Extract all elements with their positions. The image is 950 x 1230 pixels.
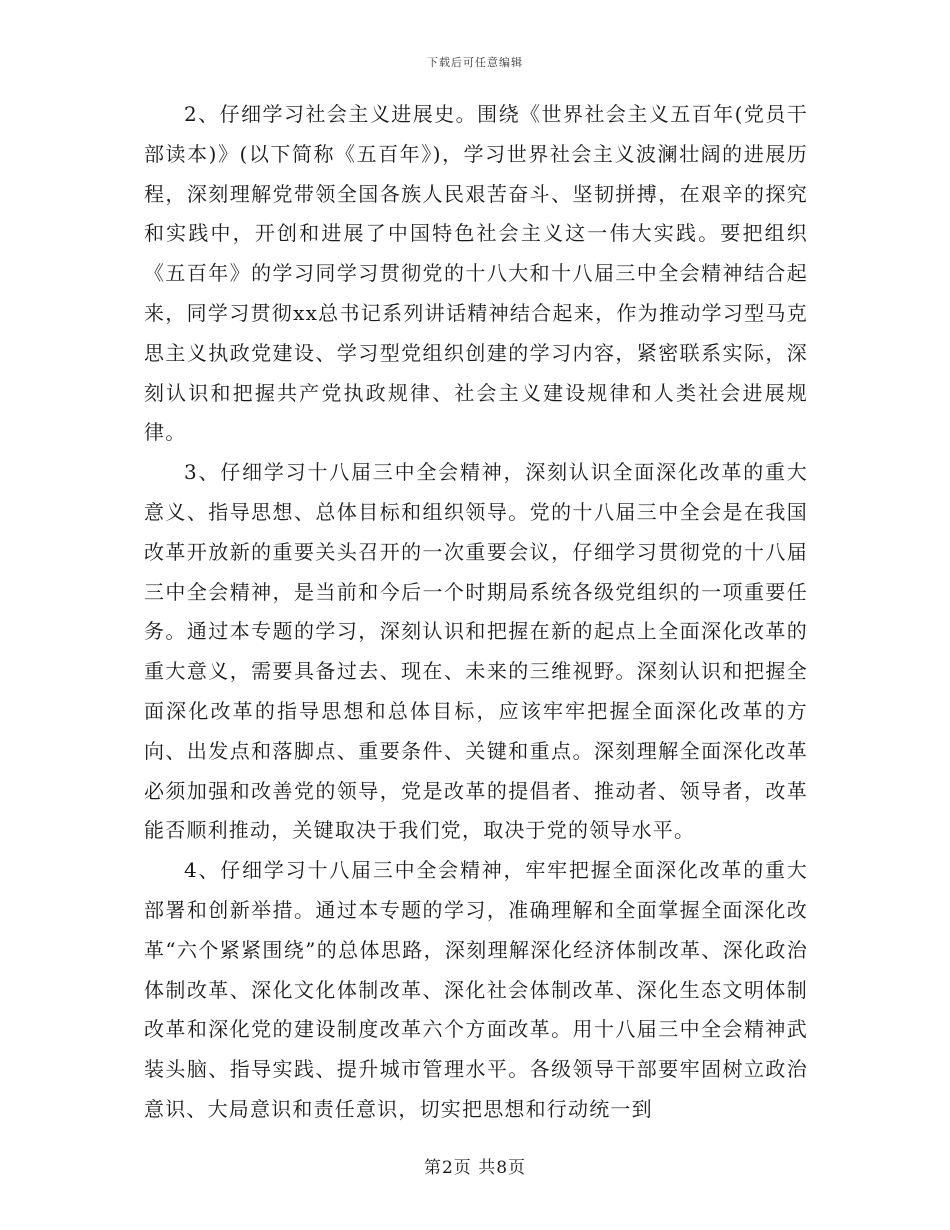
footer-suffix: 页 — [508, 1158, 527, 1178]
footer-mid: 页 共 — [453, 1158, 497, 1178]
total-page-count: 8 — [496, 1158, 509, 1178]
footer-prefix: 第 — [423, 1158, 442, 1178]
paragraph-3: 3、仔细学习十八届三中全会精神，深刻认识全面深化改革的重大意义、指导思想、总体目标和组织领导。党的十八届三中全会是在我国改革开放新的重要关头召开的一次重要会议，仔细学习贯彻党的十八届三中全会精神，是当前和今后一个时期局系统各级党组织的一项重要任务。通过本专题的学习，深刻认识和把握在新的起点上全面深化改革的重大意义，需要具备过去、现在、未来的三维视野。深刻认识和把握全面深化改革的指导思想和总体目标，应该牢牢把握全面深化改革的方向、出发点和落脚点、重要条件、关键和重点。深刻理解全面深化改革必须加强和改善党的领导，党是改革的提倡者、推动者、领导者，改革能否顺利推动，关键取决于我们党，取决于党的领导水平。 — [144, 460, 808, 843]
document-body — [144, 95, 808, 1130]
header-note: 下载后可任意编辑 — [427, 56, 523, 69]
current-page-number: 2 — [441, 1158, 454, 1178]
paragraph-2: 2、仔细学习社会主义进展史。围绕《世界社会主义五百年(党员干部读本)》(以下简称《五百年》)，学习世界社会主义波澜壮阔的进展历程，深刻理解党带领全国各族人民艰苦奋斗、坚韧拼搏，在艰辛的探究和实践中，开创和进展了中国特色社会主义这一伟大实践。要把组织《五百年》的学习同学习贯彻党的十八大和十八届三中全会精神结合起来，同学习贯彻xx总书记系列讲话精神结合起来，作为推动学习型马克思主义执政党建设、学习型党组织创建的学习内容，紧密联系实际，深刻认识和把握共产党执政规律、社会主义建设规律和人类社会进展规律。 — [144, 102, 808, 445]
page-footer — [0, 1153, 950, 1178]
paragraph-4: 4、仔细学习十八届三中全会精神，牢牢把握全面深化改革的重大部署和创新举措。通过本专题的学习，准确理解和全面掌握全面深化改革“六个紧紧围绕”的总体思路，深刻理解深化经济体制改革、深化政治体制改革、深化文化体制改革、深化社会体制改革、深化生态文明体制改革和深化党的建设制度改革六个方面改革。用十八届三中全会精神武装头脑、指导实践、提升城市管理水平。各级领导干部要牢固树立政治意识、大局意识和责任意识，切实把思想和行动统一到 — [144, 858, 808, 1121]
